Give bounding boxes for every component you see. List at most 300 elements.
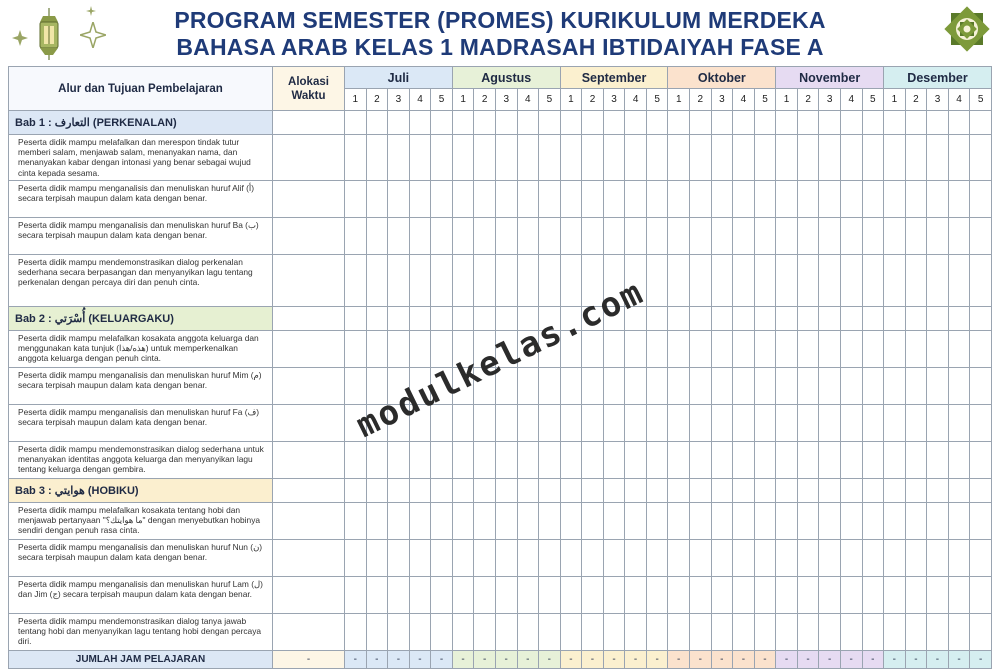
week-cell[interactable] [840, 331, 862, 368]
week-cell[interactable] [582, 479, 604, 503]
week-cell[interactable] [517, 479, 539, 503]
week-cell[interactable] [646, 540, 668, 577]
week-cell[interactable] [474, 479, 496, 503]
week-cell[interactable] [905, 540, 927, 577]
week-cell[interactable] [539, 255, 561, 307]
week-cell[interactable] [668, 503, 690, 540]
week-cell[interactable] [668, 135, 690, 181]
week-cell[interactable] [862, 503, 884, 540]
week-cell[interactable] [625, 405, 647, 442]
week-cell[interactable] [948, 218, 970, 255]
week-cell[interactable] [517, 577, 539, 614]
week-cell[interactable] [366, 479, 388, 503]
week-cell[interactable] [668, 331, 690, 368]
week-cell[interactable] [776, 218, 798, 255]
week-cell[interactable] [754, 307, 776, 331]
week-cell[interactable] [840, 540, 862, 577]
week-cell[interactable] [474, 255, 496, 307]
alokasi-cell[interactable] [273, 577, 345, 614]
week-cell[interactable] [776, 503, 798, 540]
week-cell[interactable] [603, 405, 625, 442]
week-cell[interactable] [776, 307, 798, 331]
week-cell[interactable] [409, 111, 431, 135]
week-cell[interactable] [625, 577, 647, 614]
week-cell[interactable] [646, 614, 668, 651]
week-cell[interactable] [884, 181, 906, 218]
week-cell[interactable] [840, 614, 862, 651]
week-cell[interactable] [711, 111, 733, 135]
week-cell[interactable] [409, 614, 431, 651]
week-cell[interactable] [948, 368, 970, 405]
week-cell[interactable] [927, 135, 949, 181]
week-cell[interactable] [776, 614, 798, 651]
week-cell[interactable] [733, 255, 755, 307]
week-cell[interactable] [884, 307, 906, 331]
week-cell[interactable] [345, 442, 367, 479]
week-cell[interactable] [345, 503, 367, 540]
week-cell[interactable] [388, 540, 410, 577]
week-cell[interactable] [797, 614, 819, 651]
week-cell[interactable] [819, 540, 841, 577]
week-cell[interactable] [345, 540, 367, 577]
week-cell[interactable] [495, 307, 517, 331]
week-cell[interactable] [452, 540, 474, 577]
week-cell[interactable] [927, 218, 949, 255]
week-cell[interactable] [797, 577, 819, 614]
week-cell[interactable] [388, 255, 410, 307]
week-cell[interactable] [754, 255, 776, 307]
week-cell[interactable] [474, 503, 496, 540]
week-cell[interactable] [948, 135, 970, 181]
week-cell[interactable] [603, 479, 625, 503]
week-cell[interactable] [668, 181, 690, 218]
week-cell[interactable] [495, 181, 517, 218]
week-cell[interactable] [840, 405, 862, 442]
week-cell[interactable] [474, 135, 496, 181]
week-cell[interactable] [646, 111, 668, 135]
week-cell[interactable] [668, 442, 690, 479]
week-cell[interactable] [409, 135, 431, 181]
week-cell[interactable] [711, 405, 733, 442]
week-cell[interactable] [711, 540, 733, 577]
week-cell[interactable] [388, 503, 410, 540]
week-cell[interactable] [388, 111, 410, 135]
week-cell[interactable] [431, 614, 453, 651]
week-cell[interactable] [927, 331, 949, 368]
week-cell[interactable] [819, 614, 841, 651]
week-cell[interactable] [603, 135, 625, 181]
week-cell[interactable] [884, 614, 906, 651]
week-cell[interactable] [539, 405, 561, 442]
week-cell[interactable] [582, 135, 604, 181]
week-cell[interactable] [884, 368, 906, 405]
week-cell[interactable] [517, 368, 539, 405]
week-cell[interactable] [668, 540, 690, 577]
week-cell[interactable] [474, 614, 496, 651]
week-cell[interactable] [625, 540, 647, 577]
week-cell[interactable] [905, 307, 927, 331]
week-cell[interactable] [754, 577, 776, 614]
week-cell[interactable] [754, 181, 776, 218]
week-cell[interactable] [711, 503, 733, 540]
week-cell[interactable] [819, 479, 841, 503]
week-cell[interactable] [388, 614, 410, 651]
week-cell[interactable] [927, 368, 949, 405]
week-cell[interactable] [970, 331, 992, 368]
week-cell[interactable] [776, 331, 798, 368]
week-cell[interactable] [862, 405, 884, 442]
week-cell[interactable] [711, 614, 733, 651]
week-cell[interactable] [862, 218, 884, 255]
week-cell[interactable] [582, 181, 604, 218]
week-cell[interactable] [970, 111, 992, 135]
week-cell[interactable] [625, 181, 647, 218]
week-cell[interactable] [431, 540, 453, 577]
week-cell[interactable] [711, 577, 733, 614]
week-cell[interactable] [776, 181, 798, 218]
week-cell[interactable] [840, 368, 862, 405]
week-cell[interactable] [517, 111, 539, 135]
alokasi-cell[interactable] [273, 181, 345, 218]
week-cell[interactable] [884, 577, 906, 614]
week-cell[interactable] [970, 614, 992, 651]
week-cell[interactable] [948, 255, 970, 307]
week-cell[interactable] [603, 218, 625, 255]
week-cell[interactable] [668, 111, 690, 135]
week-cell[interactable] [970, 540, 992, 577]
week-cell[interactable] [840, 479, 862, 503]
week-cell[interactable] [625, 111, 647, 135]
week-cell[interactable] [452, 479, 474, 503]
week-cell[interactable] [754, 218, 776, 255]
week-cell[interactable] [797, 503, 819, 540]
week-cell[interactable] [431, 307, 453, 331]
week-cell[interactable] [797, 181, 819, 218]
week-cell[interactable] [409, 181, 431, 218]
week-cell[interactable] [970, 442, 992, 479]
week-cell[interactable] [797, 405, 819, 442]
week-cell[interactable] [690, 368, 712, 405]
week-cell[interactable] [517, 218, 539, 255]
week-cell[interactable] [345, 577, 367, 614]
week-cell[interactable] [905, 405, 927, 442]
week-cell[interactable] [625, 503, 647, 540]
week-cell[interactable] [345, 181, 367, 218]
week-cell[interactable] [797, 135, 819, 181]
week-cell[interactable] [345, 331, 367, 368]
week-cell[interactable] [474, 540, 496, 577]
week-cell[interactable] [970, 503, 992, 540]
week-cell[interactable] [495, 218, 517, 255]
week-cell[interactable] [754, 111, 776, 135]
week-cell[interactable] [517, 442, 539, 479]
week-cell[interactable] [884, 479, 906, 503]
alokasi-cell[interactable] [273, 307, 345, 331]
week-cell[interactable] [754, 479, 776, 503]
week-cell[interactable] [754, 331, 776, 368]
week-cell[interactable] [711, 255, 733, 307]
week-cell[interactable] [366, 614, 388, 651]
week-cell[interactable] [690, 540, 712, 577]
week-cell[interactable] [366, 111, 388, 135]
week-cell[interactable] [776, 577, 798, 614]
alokasi-cell[interactable] [273, 111, 345, 135]
week-cell[interactable] [388, 218, 410, 255]
week-cell[interactable] [668, 479, 690, 503]
week-cell[interactable] [733, 405, 755, 442]
week-cell[interactable] [474, 405, 496, 442]
week-cell[interactable] [409, 442, 431, 479]
week-cell[interactable] [711, 307, 733, 331]
week-cell[interactable] [819, 135, 841, 181]
week-cell[interactable] [582, 540, 604, 577]
week-cell[interactable] [754, 368, 776, 405]
week-cell[interactable] [776, 135, 798, 181]
week-cell[interactable] [517, 503, 539, 540]
week-cell[interactable] [927, 479, 949, 503]
week-cell[interactable] [862, 368, 884, 405]
week-cell[interactable] [754, 503, 776, 540]
week-cell[interactable] [603, 540, 625, 577]
week-cell[interactable] [495, 135, 517, 181]
week-cell[interactable] [884, 540, 906, 577]
week-cell[interactable] [495, 255, 517, 307]
week-cell[interactable] [539, 218, 561, 255]
week-cell[interactable] [948, 577, 970, 614]
week-cell[interactable] [884, 331, 906, 368]
week-cell[interactable] [495, 405, 517, 442]
week-cell[interactable] [646, 368, 668, 405]
week-cell[interactable] [452, 135, 474, 181]
week-cell[interactable] [711, 368, 733, 405]
week-cell[interactable] [690, 577, 712, 614]
week-cell[interactable] [474, 307, 496, 331]
week-cell[interactable] [733, 577, 755, 614]
week-cell[interactable] [711, 135, 733, 181]
week-cell[interactable] [905, 614, 927, 651]
week-cell[interactable] [560, 111, 582, 135]
week-cell[interactable] [582, 614, 604, 651]
week-cell[interactable] [862, 331, 884, 368]
week-cell[interactable] [668, 614, 690, 651]
week-cell[interactable] [927, 540, 949, 577]
week-cell[interactable] [560, 405, 582, 442]
week-cell[interactable] [905, 577, 927, 614]
week-cell[interactable] [452, 405, 474, 442]
week-cell[interactable] [452, 181, 474, 218]
week-cell[interactable] [733, 503, 755, 540]
week-cell[interactable] [345, 614, 367, 651]
week-cell[interactable] [409, 255, 431, 307]
week-cell[interactable] [776, 479, 798, 503]
week-cell[interactable] [582, 503, 604, 540]
week-cell[interactable] [884, 255, 906, 307]
week-cell[interactable] [452, 614, 474, 651]
week-cell[interactable] [366, 331, 388, 368]
week-cell[interactable] [560, 614, 582, 651]
week-cell[interactable] [797, 331, 819, 368]
week-cell[interactable] [582, 442, 604, 479]
week-cell[interactable] [366, 307, 388, 331]
week-cell[interactable] [388, 135, 410, 181]
week-cell[interactable] [646, 331, 668, 368]
week-cell[interactable] [603, 503, 625, 540]
week-cell[interactable] [840, 577, 862, 614]
week-cell[interactable] [366, 255, 388, 307]
week-cell[interactable] [927, 614, 949, 651]
week-cell[interactable] [560, 577, 582, 614]
week-cell[interactable] [431, 111, 453, 135]
week-cell[interactable] [733, 181, 755, 218]
week-cell[interactable] [819, 111, 841, 135]
week-cell[interactable] [452, 307, 474, 331]
week-cell[interactable] [560, 218, 582, 255]
week-cell[interactable] [646, 577, 668, 614]
week-cell[interactable] [474, 442, 496, 479]
week-cell[interactable] [927, 181, 949, 218]
week-cell[interactable] [884, 503, 906, 540]
week-cell[interactable] [776, 368, 798, 405]
week-cell[interactable] [733, 307, 755, 331]
week-cell[interactable] [603, 368, 625, 405]
week-cell[interactable] [345, 111, 367, 135]
week-cell[interactable] [970, 181, 992, 218]
week-cell[interactable] [797, 218, 819, 255]
week-cell[interactable] [840, 255, 862, 307]
week-cell[interactable] [625, 135, 647, 181]
week-cell[interactable] [646, 255, 668, 307]
week-cell[interactable] [345, 218, 367, 255]
week-cell[interactable] [452, 255, 474, 307]
week-cell[interactable] [884, 405, 906, 442]
week-cell[interactable] [862, 135, 884, 181]
week-cell[interactable] [776, 442, 798, 479]
week-cell[interactable] [797, 111, 819, 135]
week-cell[interactable] [690, 111, 712, 135]
week-cell[interactable] [409, 307, 431, 331]
week-cell[interactable] [948, 331, 970, 368]
week-cell[interactable] [517, 181, 539, 218]
week-cell[interactable] [711, 218, 733, 255]
week-cell[interactable] [819, 368, 841, 405]
week-cell[interactable] [862, 307, 884, 331]
week-cell[interactable] [819, 577, 841, 614]
week-cell[interactable] [733, 368, 755, 405]
week-cell[interactable] [733, 135, 755, 181]
alokasi-cell[interactable] [273, 331, 345, 368]
week-cell[interactable] [927, 577, 949, 614]
week-cell[interactable] [431, 479, 453, 503]
week-cell[interactable] [690, 307, 712, 331]
week-cell[interactable] [539, 479, 561, 503]
week-cell[interactable] [560, 135, 582, 181]
week-cell[interactable] [776, 255, 798, 307]
week-cell[interactable] [862, 181, 884, 218]
week-cell[interactable] [409, 540, 431, 577]
week-cell[interactable] [862, 479, 884, 503]
week-cell[interactable] [582, 111, 604, 135]
week-cell[interactable] [884, 135, 906, 181]
week-cell[interactable] [345, 307, 367, 331]
week-cell[interactable] [388, 577, 410, 614]
week-cell[interactable] [733, 111, 755, 135]
week-cell[interactable] [690, 135, 712, 181]
week-cell[interactable] [733, 331, 755, 368]
week-cell[interactable] [603, 442, 625, 479]
week-cell[interactable] [668, 218, 690, 255]
week-cell[interactable] [819, 255, 841, 307]
week-cell[interactable] [539, 181, 561, 218]
week-cell[interactable] [797, 479, 819, 503]
week-cell[interactable] [905, 111, 927, 135]
week-cell[interactable] [388, 479, 410, 503]
week-cell[interactable] [560, 503, 582, 540]
week-cell[interactable] [970, 135, 992, 181]
week-cell[interactable] [668, 577, 690, 614]
week-cell[interactable] [366, 540, 388, 577]
week-cell[interactable] [495, 442, 517, 479]
week-cell[interactable] [948, 479, 970, 503]
week-cell[interactable] [625, 442, 647, 479]
alokasi-cell[interactable] [273, 503, 345, 540]
week-cell[interactable] [690, 218, 712, 255]
week-cell[interactable] [431, 577, 453, 614]
week-cell[interactable] [927, 111, 949, 135]
week-cell[interactable] [754, 442, 776, 479]
week-cell[interactable] [431, 181, 453, 218]
week-cell[interactable] [452, 442, 474, 479]
week-cell[interactable] [646, 503, 668, 540]
alokasi-cell[interactable] [273, 479, 345, 503]
week-cell[interactable] [474, 111, 496, 135]
week-cell[interactable] [690, 255, 712, 307]
week-cell[interactable] [690, 405, 712, 442]
week-cell[interactable] [366, 218, 388, 255]
week-cell[interactable] [366, 442, 388, 479]
week-cell[interactable] [366, 181, 388, 218]
week-cell[interactable] [948, 307, 970, 331]
week-cell[interactable] [539, 368, 561, 405]
week-cell[interactable] [840, 503, 862, 540]
week-cell[interactable] [495, 111, 517, 135]
week-cell[interactable] [474, 181, 496, 218]
week-cell[interactable] [819, 181, 841, 218]
week-cell[interactable] [409, 577, 431, 614]
week-cell[interactable] [603, 577, 625, 614]
week-cell[interactable] [948, 503, 970, 540]
week-cell[interactable] [495, 503, 517, 540]
week-cell[interactable] [905, 479, 927, 503]
week-cell[interactable] [495, 540, 517, 577]
week-cell[interactable] [840, 111, 862, 135]
week-cell[interactable] [431, 255, 453, 307]
week-cell[interactable] [948, 540, 970, 577]
week-cell[interactable] [603, 111, 625, 135]
week-cell[interactable] [733, 442, 755, 479]
week-cell[interactable] [819, 218, 841, 255]
week-cell[interactable] [905, 503, 927, 540]
week-cell[interactable] [625, 368, 647, 405]
week-cell[interactable] [754, 614, 776, 651]
week-cell[interactable] [603, 614, 625, 651]
week-cell[interactable] [539, 503, 561, 540]
week-cell[interactable] [452, 218, 474, 255]
week-cell[interactable] [970, 405, 992, 442]
week-cell[interactable] [388, 181, 410, 218]
week-cell[interactable] [733, 614, 755, 651]
week-cell[interactable] [905, 135, 927, 181]
week-cell[interactable] [690, 181, 712, 218]
